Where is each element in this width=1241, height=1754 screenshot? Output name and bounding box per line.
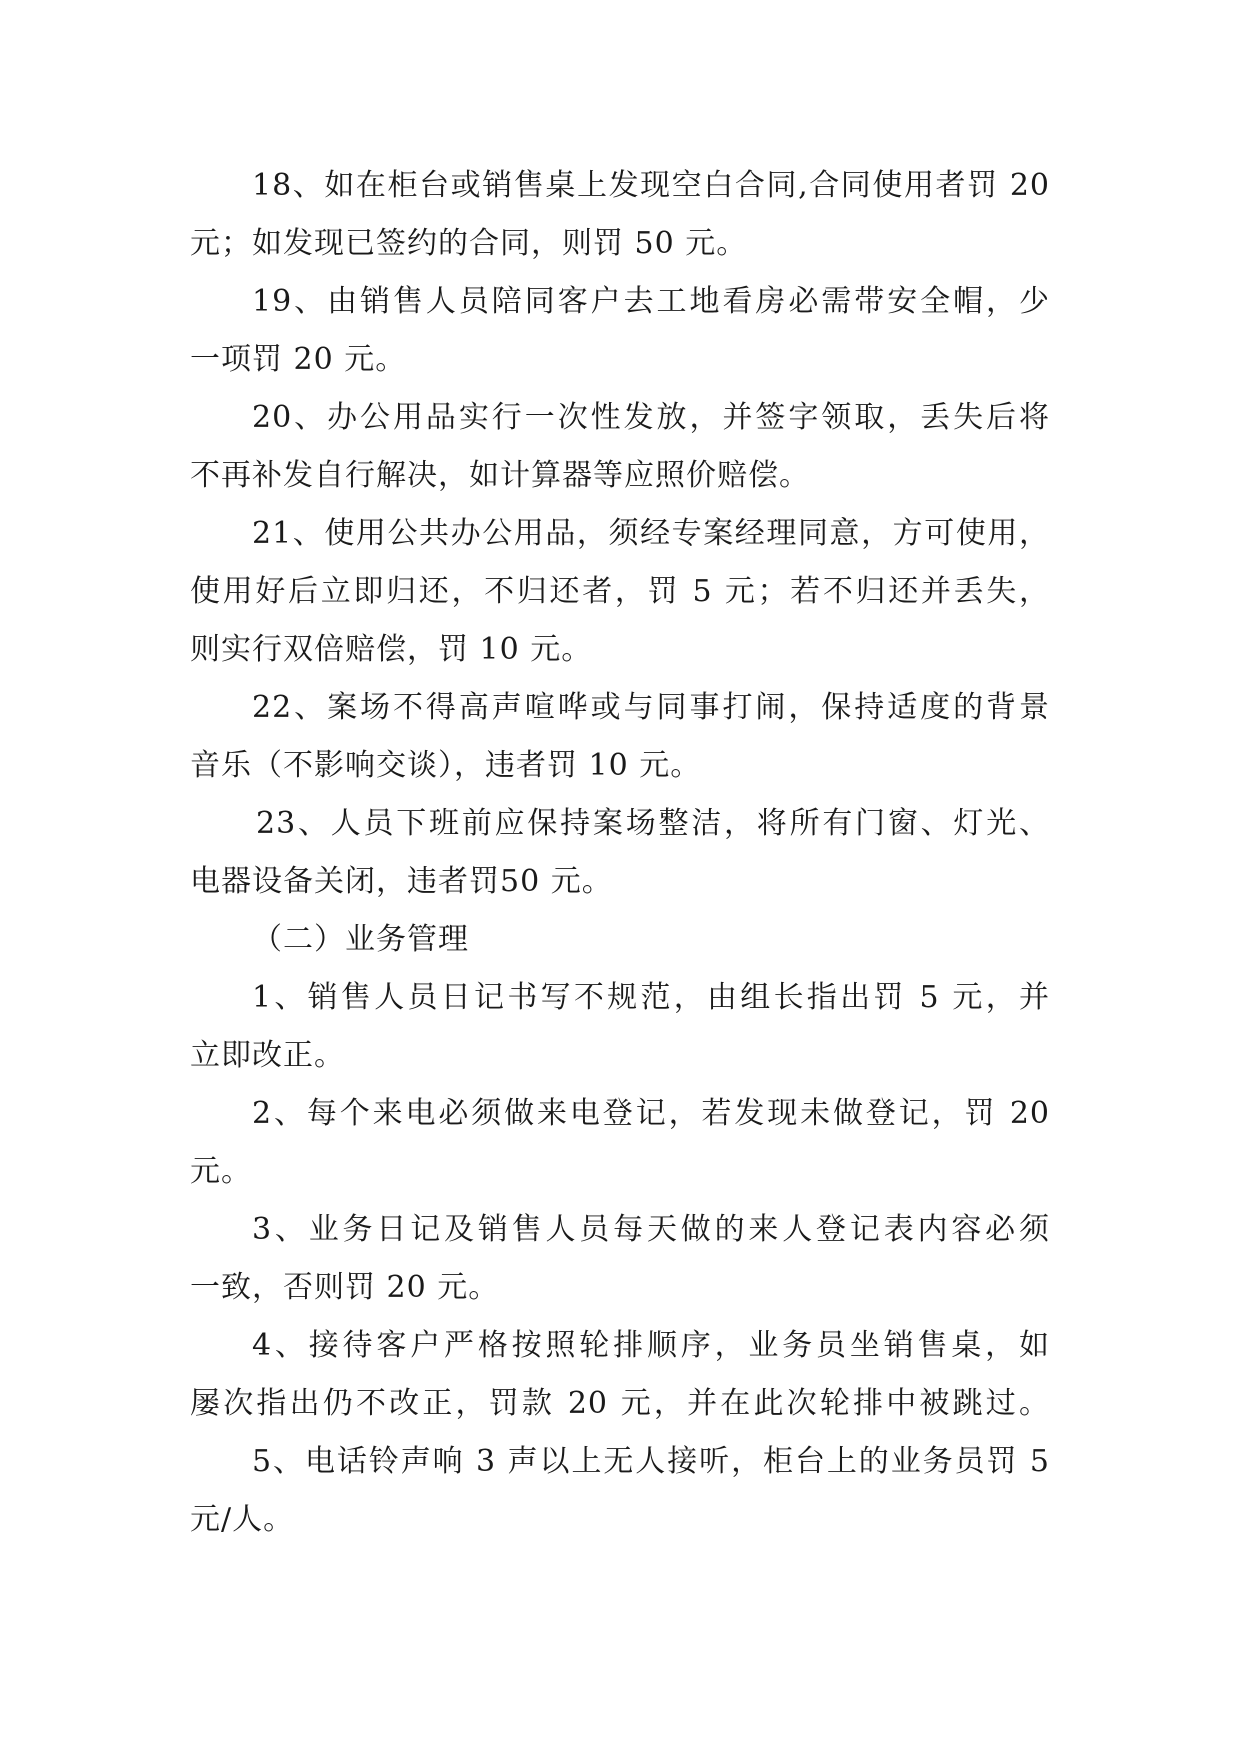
rule-21-line-1: 21、使用公共办公用品，须经专案经理同意，方可使用， xyxy=(252,516,1050,551)
rule-19-line-1: 19、由销售人员陪同客户去工地看房必需带安全帽，少 xyxy=(252,284,1050,319)
business-rule-3-line-1: 3、业务日记及销售人员每天做的来人登记表内容必须 xyxy=(252,1212,1050,1247)
business-rule-2-line-1: 2、每个来电必须做来电登记，若发现未做登记，罚 20 xyxy=(252,1096,1050,1131)
business-rule-4-line-1: 4、接待客户严格按照轮排顺序，业务员坐销售桌，如 xyxy=(252,1328,1050,1363)
business-rule-1-line-1: 1、销售人员日记书写不规范，由组长指出罚 5 元，并 xyxy=(252,980,1050,1015)
business-rule-3-line-2: 一致，否则罚 20 元。 xyxy=(190,1270,500,1305)
rule-18-line-2: 元；如发现已签约的合同，则罚 50 元。 xyxy=(190,226,748,261)
business-rule-4-line-2: 屡次指出仍不改正，罚款 20 元，并在此次轮排中被跳过。 xyxy=(190,1386,1050,1421)
business-rule-5-line-1: 5、电话铃声响 3 声以上无人接听，柜台上的业务员罚 5 xyxy=(252,1444,1050,1479)
rule-23-line-1: 23、人员下班前应保持案场整洁，将所有门窗、灯光、 xyxy=(256,806,1050,841)
rule-21-line-3: 则实行双倍赔偿，罚 10 元。 xyxy=(190,632,593,667)
rule-21-line-2: 使用好后立即归还，不归还者，罚 5 元；若不归还并丢失， xyxy=(190,574,1050,609)
rule-18-line-1: 18、如在柜台或销售桌上发现空白合同,合同使用者罚 20 xyxy=(252,168,1050,203)
rule-23-line-2: 电器设备关闭，违者罚50 元。 xyxy=(190,864,613,899)
business-rule-2-line-2: 元。 xyxy=(190,1154,252,1189)
rule-20-line-2: 不再补发自行解决，如计算器等应照价赔偿。 xyxy=(190,458,810,493)
section-heading-business-management: （二）业务管理 xyxy=(252,922,469,957)
rule-22-line-2: 音乐（不影响交谈），违者罚 10 元。 xyxy=(190,748,702,783)
rule-20-line-1: 20、办公用品实行一次性发放，并签字领取，丢失后将 xyxy=(252,400,1050,435)
business-rule-5-line-2: 元/人。 xyxy=(190,1502,295,1537)
rule-19-line-2: 一项罚 20 元。 xyxy=(190,342,407,377)
rule-22-line-1: 22、案场不得高声喧哗或与同事打闹，保持适度的背景 xyxy=(252,690,1050,725)
business-rule-1-line-2: 立即改正。 xyxy=(190,1038,345,1073)
